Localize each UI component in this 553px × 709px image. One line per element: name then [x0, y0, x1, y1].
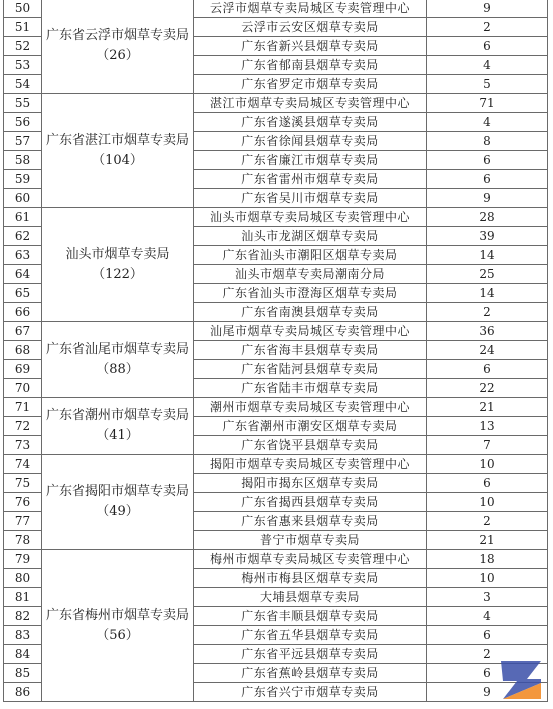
row-number: 65 — [4, 284, 42, 303]
unit-name: 大埔县烟草专卖局 — [194, 588, 427, 607]
hire-count: 71 — [427, 94, 548, 113]
unit-name: 汕头市龙湖区烟草专卖局 — [194, 227, 427, 246]
row-number: 59 — [4, 170, 42, 189]
hire-count: 10 — [427, 569, 548, 588]
row-number: 74 — [4, 455, 42, 474]
hire-count: 24 — [427, 341, 548, 360]
hire-count: 4 — [427, 607, 548, 626]
row-number: 64 — [4, 265, 42, 284]
table-row — [4, 322, 548, 341]
unit-name: 广东省兴宁市烟草专卖局 — [194, 683, 427, 702]
row-number: 66 — [4, 303, 42, 322]
hire-count: 22 — [427, 379, 548, 398]
unit-name: 揭阳市烟草专卖局城区专卖管理中心 — [194, 455, 427, 474]
unit-name: 广东省遂溪县烟草专卖局 — [194, 113, 427, 132]
table-row — [4, 208, 548, 227]
row-number: 62 — [4, 227, 42, 246]
row-number: 52 — [4, 37, 42, 56]
quota-table-body — [4, 0, 548, 702]
row-number: 57 — [4, 132, 42, 151]
hire-count: 2 — [427, 512, 548, 531]
hire-count: 10 — [427, 493, 548, 512]
hire-count: 39 — [427, 227, 548, 246]
unit-name: 潮州市烟草专卖局城区专卖管理中心 — [194, 398, 427, 417]
unit-name: 广东省徐闻县烟草专卖局 — [194, 132, 427, 151]
hire-count: 4 — [427, 113, 548, 132]
row-number: 54 — [4, 75, 42, 94]
hire-count: 4 — [427, 56, 548, 75]
hire-count: 25 — [427, 265, 548, 284]
row-number: 76 — [4, 493, 42, 512]
row-number: 80 — [4, 569, 42, 588]
row-number: 53 — [4, 56, 42, 75]
hire-count: 6 — [427, 37, 548, 56]
row-number: 78 — [4, 531, 42, 550]
row-number: 70 — [4, 379, 42, 398]
unit-name: 汕头市烟草专卖局城区专卖管理中心 — [194, 208, 427, 227]
hire-count: 2 — [427, 18, 548, 37]
table-row — [4, 94, 548, 113]
row-number: 81 — [4, 588, 42, 607]
row-number: 51 — [4, 18, 42, 37]
hire-count: 7 — [427, 436, 548, 455]
table-row — [4, 455, 548, 474]
hire-count: 8 — [427, 132, 548, 151]
hire-count: 9 — [427, 189, 548, 208]
unit-name: 广东省陆河县烟草专卖局 — [194, 360, 427, 379]
hire-count: 2 — [427, 303, 548, 322]
row-number: 69 — [4, 360, 42, 379]
hire-count: 9 — [427, 0, 548, 18]
unit-name: 广东省南澳县烟草专卖局 — [194, 303, 427, 322]
row-number: 56 — [4, 113, 42, 132]
bureau-name: 广东省潮州市烟草专卖局（41） — [42, 398, 194, 455]
row-number: 63 — [4, 246, 42, 265]
hire-count: 6 — [427, 151, 548, 170]
row-number: 84 — [4, 645, 42, 664]
unit-name: 广东省汕头市澄海区烟草专卖局 — [194, 284, 427, 303]
hire-count: 18 — [427, 550, 548, 569]
unit-name: 广东省汕头市潮阳区烟草专卖局 — [194, 246, 427, 265]
row-number: 61 — [4, 208, 42, 227]
hire-count: 28 — [427, 208, 548, 227]
unit-name: 广东省五华县烟草专卖局 — [194, 626, 427, 645]
hire-count: 6 — [427, 626, 548, 645]
hire-count: 5 — [427, 75, 548, 94]
unit-name: 云浮市烟草专卖局城区专卖管理中心 — [194, 0, 427, 18]
unit-name: 广东省惠来县烟草专卖局 — [194, 512, 427, 531]
bureau-name: 广东省汕尾市烟草专卖局（88） — [42, 322, 194, 398]
row-number: 85 — [4, 664, 42, 683]
row-number: 50 — [4, 0, 42, 18]
row-number: 67 — [4, 322, 42, 341]
row-number: 73 — [4, 436, 42, 455]
unit-name: 汕头市烟草专卖局潮南分局 — [194, 265, 427, 284]
row-number: 55 — [4, 94, 42, 113]
hire-count: 6 — [427, 360, 548, 379]
unit-name: 云浮市云安区烟草专卖局 — [194, 18, 427, 37]
bureau-name: 汕头市烟草专卖局（122） — [42, 208, 194, 322]
unit-name: 广东省揭西县烟草专卖局 — [194, 493, 427, 512]
unit-name: 梅州市梅县区烟草专卖局 — [194, 569, 427, 588]
unit-name: 广东省蕉岭县烟草专卖局 — [194, 664, 427, 683]
bureau-name: 广东省云浮市烟草专卖局（26） — [42, 0, 194, 94]
hire-count: 2 — [427, 645, 548, 664]
row-number: 75 — [4, 474, 42, 493]
quota-table — [3, 0, 548, 702]
unit-name: 揭阳市揭东区烟草专卖局 — [194, 474, 427, 493]
unit-name: 广东省雷州市烟草专卖局 — [194, 170, 427, 189]
hire-count: 13 — [427, 417, 548, 436]
hire-count: 14 — [427, 284, 548, 303]
hire-count: 10 — [427, 455, 548, 474]
table-row — [4, 0, 548, 18]
row-number: 68 — [4, 341, 42, 360]
unit-name: 广东省潮州市潮安区烟草专卖局 — [194, 417, 427, 436]
row-number: 71 — [4, 398, 42, 417]
unit-name: 汕尾市烟草专卖局城区专卖管理中心 — [194, 322, 427, 341]
hire-count: 6 — [427, 664, 548, 683]
unit-name: 广东省饶平县烟草专卖局 — [194, 436, 427, 455]
row-number: 77 — [4, 512, 42, 531]
bureau-name: 广东省湛江市烟草专卖局（104） — [42, 94, 194, 208]
hire-count: 9 — [427, 683, 548, 702]
hire-count: 36 — [427, 322, 548, 341]
unit-name: 广东省新兴县烟草专卖局 — [194, 37, 427, 56]
hire-count: 6 — [427, 170, 548, 189]
unit-name: 广东省陆丰市烟草专卖局 — [194, 379, 427, 398]
row-number: 60 — [4, 189, 42, 208]
unit-name: 湛江市烟草专卖局城区专卖管理中心 — [194, 94, 427, 113]
table-row — [4, 398, 548, 417]
hire-count: 3 — [427, 588, 548, 607]
row-number: 79 — [4, 550, 42, 569]
hire-count: 21 — [427, 398, 548, 417]
row-number: 82 — [4, 607, 42, 626]
unit-name: 广东省罗定市烟草专卖局 — [194, 75, 427, 94]
unit-name: 广东省吴川市烟草专卖局 — [194, 189, 427, 208]
row-number: 86 — [4, 683, 42, 702]
table-row — [4, 550, 548, 569]
bureau-name: 广东省揭阳市烟草专卖局（49） — [42, 455, 194, 550]
hire-count: 21 — [427, 531, 548, 550]
unit-name: 梅州市烟草专卖局城区专卖管理中心 — [194, 550, 427, 569]
unit-name: 普宁市烟草专卖局 — [194, 531, 427, 550]
row-number: 58 — [4, 151, 42, 170]
unit-name: 广东省海丰县烟草专卖局 — [194, 341, 427, 360]
row-number: 72 — [4, 417, 42, 436]
unit-name: 广东省平远县烟草专卖局 — [194, 645, 427, 664]
hire-count: 14 — [427, 246, 548, 265]
row-number: 83 — [4, 626, 42, 645]
hire-count: 6 — [427, 474, 548, 493]
unit-name: 广东省廉江市烟草专卖局 — [194, 151, 427, 170]
unit-name: 广东省郁南县烟草专卖局 — [194, 56, 427, 75]
unit-name: 广东省丰顺县烟草专卖局 — [194, 607, 427, 626]
bureau-name: 广东省梅州市烟草专卖局（56） — [42, 550, 194, 702]
